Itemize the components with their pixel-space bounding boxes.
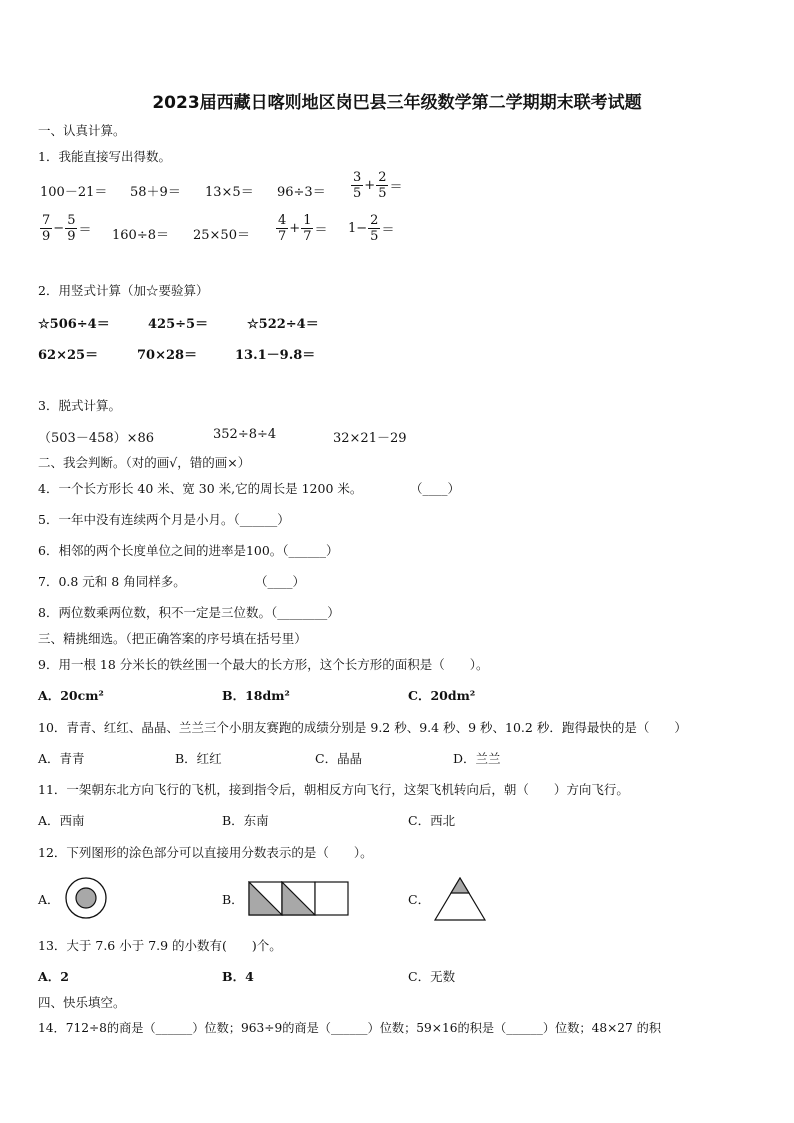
- numerator: 2: [370, 213, 379, 228]
- q11-option-b: B．东南: [222, 813, 269, 828]
- section-4-heading: 四、快乐填空。: [38, 995, 126, 1010]
- q1-item: 13×5＝: [205, 185, 254, 200]
- q1-item: 25×50＝: [193, 228, 250, 243]
- operator: −: [53, 221, 65, 236]
- q9-option-b: B．18dm²: [222, 688, 290, 703]
- q10-option-b: B．红红: [175, 751, 222, 766]
- numerator: 5: [67, 213, 76, 228]
- q1-item: 100－21＝: [40, 185, 108, 200]
- denominator: 5: [370, 229, 379, 244]
- q10-text: 10．青青、红红、晶晶、兰兰三个小朋友赛跑的成绩分别是 9.2 秒、9.4 秒、9 秒、10.2 秒．跑得最快的是（ ）: [38, 720, 687, 735]
- shaded-rectangles-icon: [248, 881, 352, 917]
- q2-item: 425÷5＝: [148, 317, 209, 332]
- q2-item: 70×28＝: [137, 348, 198, 363]
- q4-blank: （____）: [410, 481, 461, 496]
- q13-option-b: B．4: [222, 969, 254, 984]
- section-1-heading: 一、认真计算。: [38, 123, 126, 138]
- numerator: 1: [303, 213, 312, 228]
- equals: ＝: [78, 223, 92, 238]
- q8-text: 8．两位数乘两位数，积不一定是三位数。（________）: [38, 605, 340, 620]
- section-2-heading: 二、我会判断。（对的画√，错的画×）: [38, 455, 251, 470]
- q3-item: （503－458）×86: [38, 431, 155, 446]
- denominator: 7: [303, 229, 312, 244]
- q4-text: 4．一个长方形长 40 米、宽 30 米,它的周长是 1200 米。: [38, 481, 363, 496]
- circle-figure-icon: [64, 876, 108, 920]
- q7-blank: （____）: [255, 574, 306, 589]
- q13-text: 13．大于 7.6 小于 7.9 的小数有( )个。: [38, 938, 282, 953]
- q2-item: ☆522÷4＝: [247, 317, 319, 332]
- q6-text: 6．相邻的两个长度单位之间的进率是100。（______）: [38, 543, 339, 558]
- q1-item: 58＋9＝: [130, 185, 181, 200]
- page-title: 2023届西藏日喀则地区岗巴县三年级数学第二学期期末联考试题: [152, 93, 642, 113]
- shaded-triangle-icon: [433, 876, 487, 922]
- q1-fraction-expr: [39, 213, 91, 244]
- denominator: 5: [378, 186, 387, 201]
- q10-option-d: D．兰兰: [453, 751, 501, 766]
- denominator: 9: [42, 229, 51, 244]
- q13-option-c: C．无数: [408, 969, 456, 984]
- q1-fraction-expr: [348, 213, 394, 244]
- q7-text: 7．0.8 元和 8 角同样多。: [38, 574, 186, 589]
- q10-option-c: C．晶晶: [315, 751, 363, 766]
- numerator: 7: [42, 213, 51, 228]
- operator: +: [364, 178, 376, 193]
- q2-item: 13.1－9.8＝: [235, 348, 316, 363]
- equals: ＝: [381, 223, 395, 238]
- q12-option-a: A．: [38, 892, 60, 907]
- denominator: 7: [278, 229, 287, 244]
- q13-option-a: A．2: [38, 969, 69, 984]
- q1-item: 96÷3＝: [277, 185, 326, 200]
- q11-option-c: C．西北: [408, 813, 456, 828]
- numerator: 4: [278, 213, 287, 228]
- q1-fraction-expr: [350, 170, 402, 201]
- denominator: 5: [353, 186, 362, 201]
- q12-option-c: C．: [408, 892, 431, 907]
- equals: ＝: [389, 180, 403, 195]
- q1-fraction-expr: [275, 213, 327, 244]
- q2-item: 62×25＝: [38, 348, 99, 363]
- equals: ＝: [314, 223, 328, 238]
- numerator: 2: [378, 170, 387, 185]
- q2-item: ☆506÷4＝: [38, 317, 110, 332]
- q3-item: 32×21－29: [333, 431, 407, 446]
- q2-label: 2．用竖式计算（加☆要验算）: [38, 283, 209, 298]
- q11-option-a: A．西南: [38, 813, 85, 828]
- prefix: 1−: [348, 221, 368, 236]
- q14-text: 14．712÷8的商是（______）位数；963÷9的商是（______）位数；59×16的积是（______）位数；48×27 的积: [38, 1021, 662, 1035]
- q9-text: 9．用一根 18 分米长的铁丝围一个最大的长方形，这个长方形的面积是（ ）。: [38, 657, 489, 672]
- numerator: 3: [353, 170, 362, 185]
- q1-item: 160÷8＝: [112, 228, 169, 243]
- operator: +: [289, 221, 301, 236]
- q3-item: 352÷8÷4: [213, 427, 277, 442]
- q12-text: 12．下列图形的涂色部分可以直接用分数表示的是（ ）。: [38, 845, 373, 860]
- q9-option-a: A．20cm²: [38, 688, 104, 703]
- q9-option-c: C．20dm²: [408, 688, 476, 703]
- q12-option-b: B．: [222, 892, 244, 907]
- section-3-heading: 三、精挑细选。（把正确答案的序号填在括号里）: [38, 631, 307, 646]
- q11-text: 11．一架朝东北方向飞行的飞机，接到指令后，朝相反方向飞行，这架飞机转向后，朝（ ）方向飞行。: [38, 782, 629, 797]
- denominator: 9: [67, 229, 76, 244]
- q1-label: 1．我能直接写出得数。: [38, 149, 171, 164]
- q3-label: 3．脱式计算。: [38, 398, 121, 413]
- q10-option-a: A．青青: [38, 751, 85, 766]
- q5-text: 5．一年中没有连续两个月是小月。（______）: [38, 512, 290, 527]
